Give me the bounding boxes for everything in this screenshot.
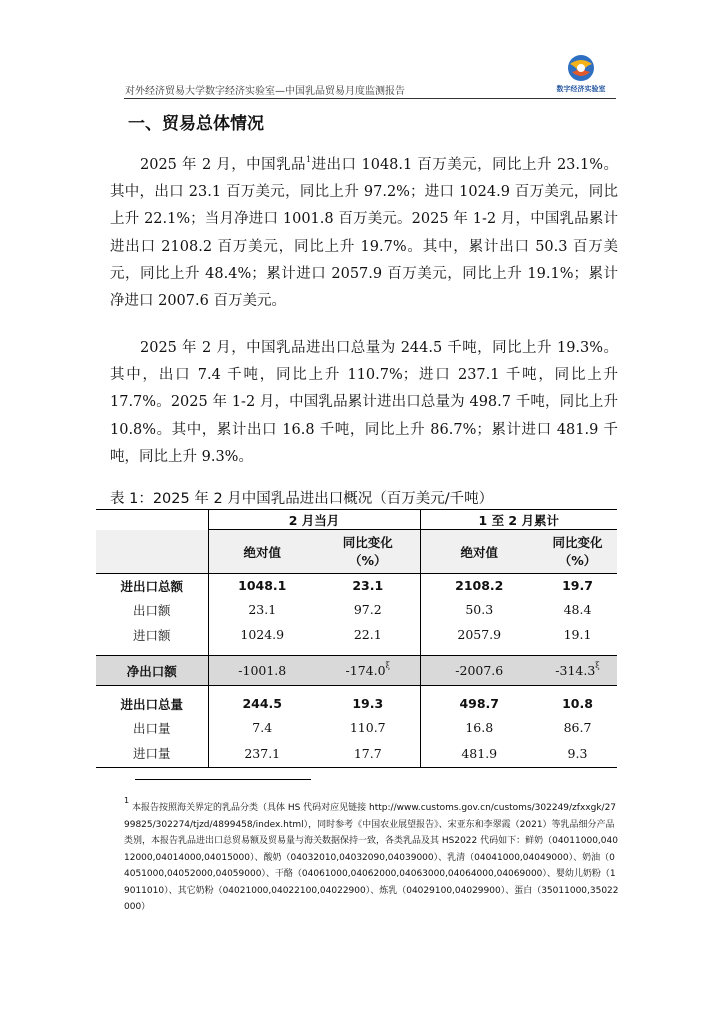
cell-cum-change [538,656,617,686]
cell-cum-abs: -2007.6 [420,656,538,686]
table-row [96,740,617,768]
paragraph-text: 进出口 1048.1 百万美元，同比上升 23.1%。其中，出口 23.1 百万美元，同比上升 97.2%；进口 1024.9 百万美元，同比上升 22.1%；当月净进口 1001.8 百万美元。2025 年 1-2 月，中国乳品累计进出口 2108.2 百万美元，同比上升 19.7%。其中，累计出口 50.3 百万美元，同比上升 48.4%；累计进口 2057.9 百万美元，同比上升 19.1%；累计净进口 2007.6 百万美元。 [110,157,618,310]
col-header-abs: 绝对值 [420,530,538,574]
cell-month-abs: 237.1 [208,740,316,768]
table-corner [96,510,208,530]
paragraph-trade-volume: 2025 年 2 月，中国乳品进出口总量为 244.5 千吨，同比上升 19.3%。其中，出口 7.4 千吨，同比上升 110.7%；进口 237.1 千吨，同比上升 17.7%。2025 年 1-2 月，中国乳品累计进出口总量为 498.7 千吨，同比上升 10.8%。其中，累计出口 16.8 千吨，同比上升 86.7%；累计进口 481.9 千吨，同比上升 9.3%。 [110,340,618,465]
header-divider [124,98,616,99]
col-header-change [316,530,420,574]
footnote-ref[interactable]: 1 [306,155,312,164]
col-header-abs: 绝对值 [208,530,316,574]
footnote-divider [135,779,311,780]
table-row [96,622,617,648]
logo-text: 数字经济实验室 [556,85,606,93]
note-mark: ξ [385,661,390,670]
cell-cum-abs: 2108.2 [455,578,504,594]
row-label: 进口额 [96,622,208,648]
cell-month-abs: 1048.1 [238,578,287,594]
footnote-mark: 1 [124,796,130,805]
table-corner-sub [96,530,208,574]
cell-month-change: 97.2 [316,598,420,622]
cell-month-change: 22.1 [316,622,420,648]
cell-cum-abs: 481.9 [420,740,538,768]
report-header: 对外经济贸易大学数字经济实验室—中国乳品贸易月度监测报告 [125,86,405,97]
col-header-change-line1: 同比变化 [342,534,393,550]
trade-summary-table [96,509,617,768]
cell-cum-change: 48.4 [563,602,592,617]
col-header-change-line2: （%） [348,552,387,568]
paragraph-text: 2025 年 2 月，中国乳品 [140,157,307,173]
cell-cum-abs: 50.3 [465,602,494,617]
globe-logo-icon [545,52,617,84]
col-header-change-line2: （%） [558,552,597,568]
group-header-cumulative: 1 至 2 月累计 [420,510,617,530]
cell-month-abs: 244.5 [242,696,283,711]
cell-month-change: 23.1 [316,574,420,598]
note-mark: ξ [595,661,600,670]
cell-cum-change: 10.8 [562,696,593,711]
cell-cum-change: 19.1 [563,627,592,642]
cell-cum-abs: 2057.9 [457,627,502,642]
table-row [96,574,617,598]
row-label: 出口量 [96,716,208,740]
table-row [96,716,617,740]
table-caption: 表 1：2025 年 2 月中国乳品进出口概况（百万美元/千吨） [110,491,494,507]
footnote-text: 本报告按照海关界定的乳品分类（具体 HS 代码对应见链接 http://www.customs.gov.cn/customs/302249/zfxxgk/2799825/302274/tjzd/4899458/index.html），同时参考《中国农业展望报告》、宋亚东和李翠霞（2021）等乳品细分产品类别，本报告乳品进出口总贸易额及贸易量与海关数据保持一致，各类乳品及其 HS2022 代码如下：鲜奶（04011000,04012000,04014000,04015000）、酸奶（04032010,04032090,04039000）、乳清（04041000,04049000）、奶油（04051000,04052000,04059000）、干酪（04061000,04062000,04063000,04064000,04069000）、婴幼儿奶粉（19011010）、其它奶粉（04021000,04022100,04022900）、炼乳（04029100,04029900）、蛋白（35011000,35022000） [124,803,619,912]
table-row-net [96,656,617,686]
group-header-month: 2 月当月 [208,510,420,530]
cell-month-abs: -1001.8 [208,656,316,686]
cell-month-change [316,656,420,686]
section-title: 一、贸易总体情况 [128,114,264,134]
cell-month-change: 17.7 [316,740,420,768]
cell-month-change: 19.3 [316,692,420,716]
cell-month-change: 110.7 [316,716,420,740]
cell-cum-change: 19.7 [562,578,593,594]
cell-month-abs: 7.4 [252,720,273,735]
cell-value: -314.3 [555,663,596,678]
cell-cum-abs: 16.8 [465,720,494,735]
row-label: 进口量 [96,740,208,768]
table-row [96,598,617,622]
cell-value: -174.0 [345,663,386,678]
cell-cum-change: 9.3 [538,740,617,768]
footnote [124,796,619,916]
table-row [96,692,617,716]
row-label: 进出口总额 [96,574,208,598]
row-label: 出口额 [96,598,208,622]
cell-month-abs: 1024.9 [240,627,285,642]
cell-cum-change: 86.7 [563,720,592,735]
row-label: 净出口额 [96,656,208,686]
col-header-change [538,530,617,574]
paragraph-trade-value [110,152,618,315]
cell-month-abs: 23.1 [248,602,277,617]
col-header-change-line1: 同比变化 [552,534,603,550]
lab-logo [545,52,617,96]
row-label: 进出口总量 [96,692,208,716]
cell-cum-abs: 498.7 [459,696,500,711]
